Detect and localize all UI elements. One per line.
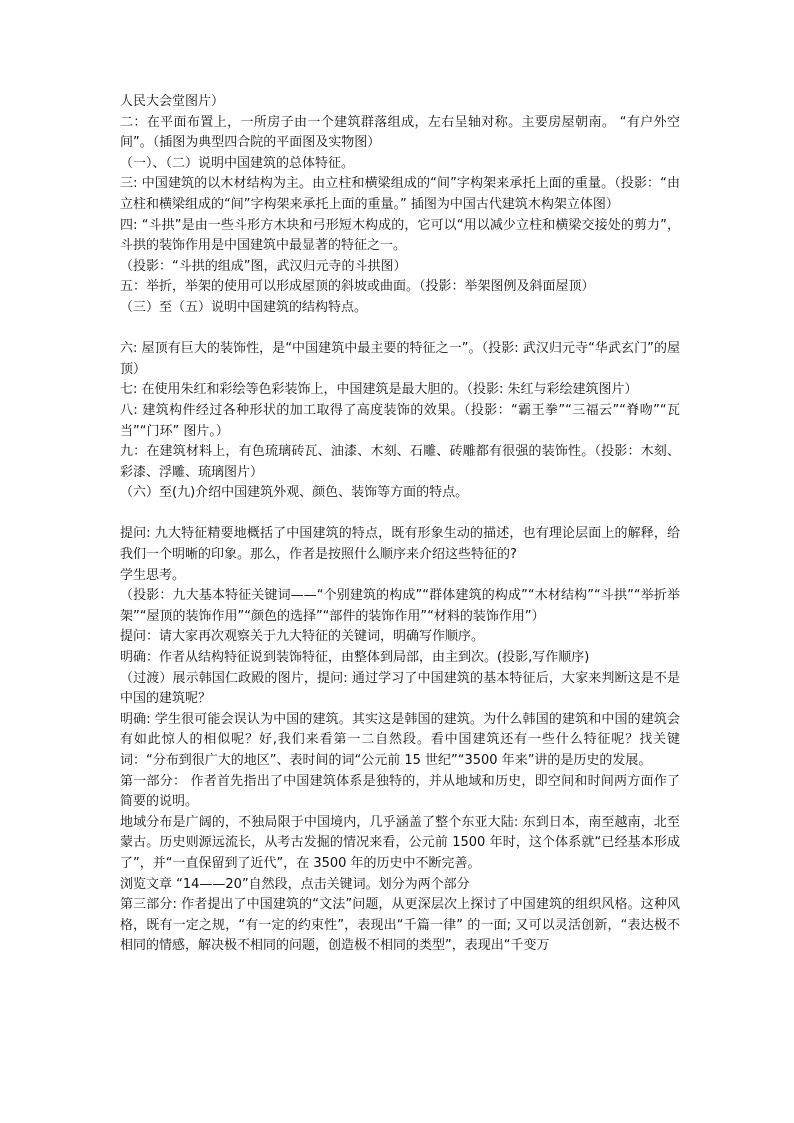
paragraph: 三: 中国建筑的以木材结构为主。由立柱和横梁组成的“间”字构架来承托上面的重量。（投影：“由立柱和横梁组成的“间”字构架来承托上面的重量。” 插图为中国古代建筑木构架立体图） [120,176,680,212]
paragraph: 明确：作者从结构特征说到装饰特征，由整体到局部，由主到次。(投影,写作顺序) [120,650,590,666]
blank-line [120,504,680,525]
paragraph: 第一部分： 作者首先指出了中国建筑体系是独特的，并从地域和历史，即空间和时间两方面作了简要的说明。 [120,773,680,810]
paragraph: 明确: 学生很可能会误认为中国的建筑。其实这是韩国的建筑。为什么韩国的建筑和中国的建筑会有如此惊人的相似呢？好,我们来看第一二自然段。看中国建筑还有一些什么特征呢？找关键词：“分布到很广大的地区”、表时间的词“公元前 15 世纪”“3500 年来”讲的是历史的发展。 [120,711,680,768]
paragraph: 第三部分: 作者提出了中国建筑的“文法”问题，从更深层次上探讨了中国建筑的组织风格。这种风格，既有一定之规，“有一定的约束性”，表现出“千篇一律” 的一面; 又可以灵活创新，“表达极不相同的情感，解决极不相同的问题，创造极不相同的类型”，表现出“千变万 [120,897,680,954]
paragraph: （一）、（二）说明中国建筑的总体特征。 [120,155,355,171]
paragraph: （投影：“斗拱的组成”图，武汉归元寺的斗拱图） [120,258,407,274]
paragraph: 学生思考。 [120,567,186,583]
paragraph: （六）至(九)介绍中国建筑外观、颜色、装饰等方面的特点。 [120,485,469,501]
paragraph: 人民大会堂图片） [120,94,225,109]
paragraph: （投影：九大基本特征关键词——“个别建筑的构成”“群体建筑的构成”“木材结构”“斗拱”“举折举架”“屋顶的装饰作用”“颜色的选择”“部件的装饰作用”“材料的装饰作用”） [120,588,680,624]
paragraph: 提问: 九大特征精要地概括了中国建筑的特点，既有形象生动的描述，也有理论层面上的解释，给我们一个明晰的印象。那么，作者是按照什么顺序来介绍这些特征的? [120,526,680,563]
paragraph: 四: “斗拱”是由一些斗形方木块和弓形短木构成的，它可以“用以减少立柱和横梁交接处的剪力”，斗拱的装饰作用是中国建筑中最显著的特征之一。 [120,217,680,254]
document-body [120,92,680,957]
paragraph: （过渡）展示韩国仁政殿的图片，提问: 通过学习了中国建筑的基本特征后，大家来判断这是不是中国的建筑呢？ [120,670,680,707]
paragraph: 提问：请大家再次观察关于九大特征的关键词，明确写作顺序。 [120,629,485,645]
paragraph: 七: 在使用朱红和彩绘等色彩装饰上，中国建筑是最大胆的。（投影: 朱红与彩绘建筑图片） [120,382,638,398]
paragraph: 六: 屋顶有巨大的装饰性，是“中国建筑中最主要的特征之一”。（投影: 武汉归元寺“华武玄门”的屋顶） [120,341,680,377]
paragraph: 九：在建筑材料上，有色琉璃砖瓦、油漆、木刻、石雕、砖雕都有很强的装饰性。（投影：木刻、彩漆、浮雕、琉璃图片） [120,444,680,480]
paragraph: 地域分布是广阔的，不独局限于中国境内，几乎涵盖了整个东亚大陆: 东到日本，南至越南，北至蒙古。历史则源远流长，从考古发掘的情况来看，公元前 1500 年时，这个体系就“已经基本形成了”，并“一直保留到了近代”，在 3500 年的历史中不断完善。 [120,814,680,871]
paragraph: 二：在平面布置上，一所房子由一个建筑群落组成，左右呈轴对称。主要房屋朝南。 “有户外空间”。（插图为典型四合院的平面图及实物图） [120,114,680,151]
paragraph: 浏览文章 “14——20”自然段，点击关键词。划分为两个部分 [120,876,470,892]
paragraph: 五：举折，举架的使用可以形成屋顶的斜坡或曲面。（投影：举架图例及斜面屋顶） [120,279,595,295]
paragraph: （三）至（五）说明中国建筑的结构特点。 [120,299,368,315]
blank-line [120,319,680,340]
paragraph: 八: 建筑构件经过各种形状的加工取得了高度装饰的效果。（投影：“霸王拳”“三福云”“脊吻”“瓦当”“门环” 图片。） [120,402,680,439]
